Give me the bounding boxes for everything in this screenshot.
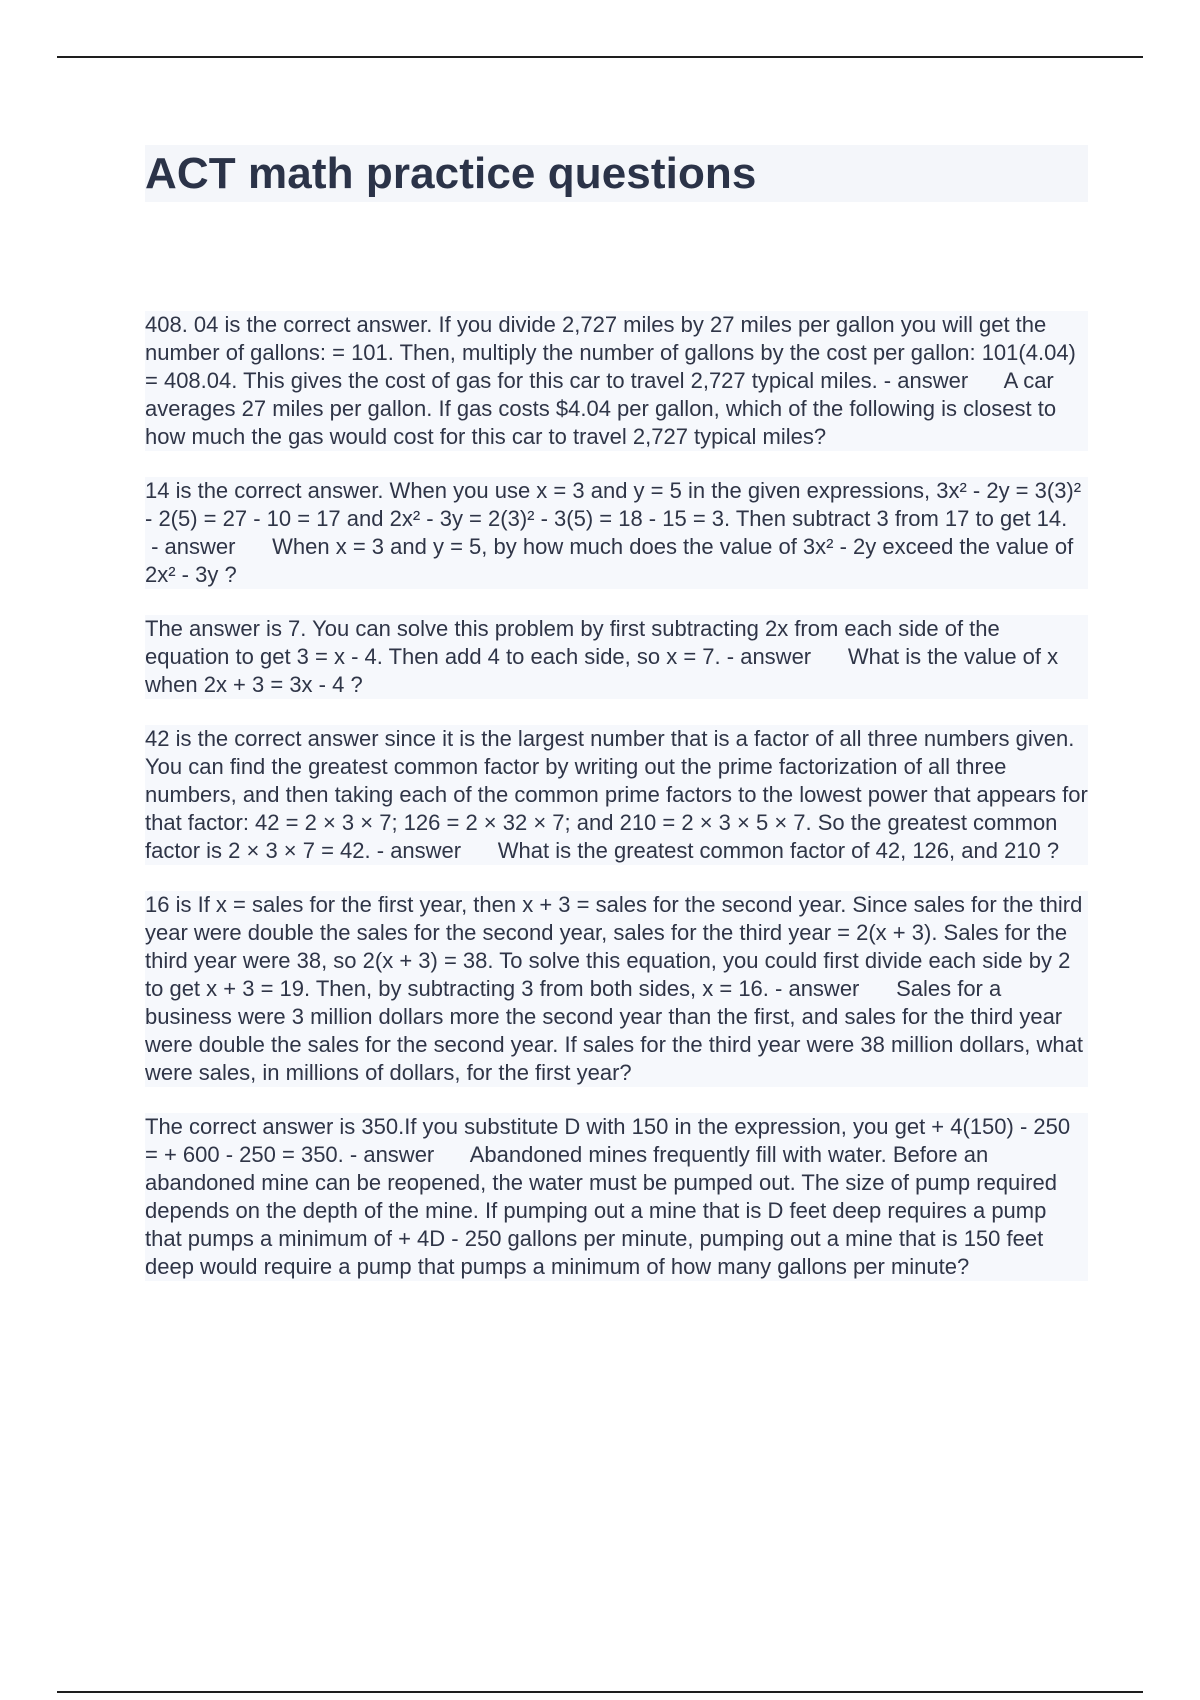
question-text: A car averages 27 miles per gallon. If gas costs $4.04 per gallon, which of the following is closest to how much the gas would cost for this car to travel 2,727 typical miles?: [145, 368, 1057, 449]
answer-text: The correct answer is 350.If you substitute D with 150 in the expression, you get + 4(150) - 250 = + 600 - 250 = 350.: [145, 1114, 1071, 1167]
answer-separator: - answer: [877, 368, 1004, 393]
qa-item-2: [145, 477, 1088, 589]
qa-item-6: [145, 1113, 1088, 1281]
answer-separator: - answer: [343, 1142, 470, 1167]
question-text: When x = 3 and y = 5, by how much does the value of 3x² - 2y exceed the value of 2x² - 3y ?: [145, 534, 1074, 587]
answer-separator: - answer: [768, 976, 897, 1001]
answer-separator: - answer: [720, 644, 848, 669]
question-text: What is the value of x when 2x + 3 = 3x - 4 ?: [145, 644, 1059, 697]
qa-item-5: [145, 891, 1088, 1087]
answer-text: The answer is 7. You can solve this problem by first subtracting 2x from each side of the equation to get 3 = x - 4. Then add 4 to each side, so x = 7.: [145, 616, 1000, 669]
qa-item-3: [145, 615, 1088, 699]
question-text: Sales for a business were 3 million dollars more the second year than the first, and sales for the third year were double the sales for the second year. If sales for the third year were 38 million dollars, what were sales, in millions of dollars, for the first year?: [145, 976, 1083, 1085]
page-title: ACT math practice questions: [145, 149, 757, 198]
qa-list: [145, 311, 1088, 1307]
answer-separator: - answer: [145, 534, 273, 559]
question-text: What is the greatest common factor of 42, 126, and 210 ?: [497, 838, 1060, 863]
top-rule: [57, 56, 1143, 58]
qa-item-1: [145, 311, 1088, 451]
answer-text: 16 is If x = sales for the first year, then x + 3 = sales for the second year. Since sales for the third year were double the sales for the second year, sales for the third year = 2(x + 3). Sales for the third year were 38, so 2(x + 3) = 38. To solve this equation, you could first divide each side by 2 to get x + 3 = 19. Then, by subtracting 3 from both sides, x = 16.: [145, 892, 1083, 1001]
answer-text: 42 is the correct answer since it is the largest number that is a factor of all three numbers given. You can find the greatest common factor by writing out the prime factorization of all three numbers, and then taking each of the common prime factors to the lowest power that appears for that factor: 42 = 2 × 3 × 7; 126 = 2 × 32 × 7; and 210 = 2 × 3 × 5 × 7. So the greatest common factor is 2 × 3 × 7 = 42.: [145, 726, 1088, 863]
qa-item-4: [145, 725, 1088, 865]
answer-text: 408. 04 is the correct answer. If you divide 2,727 miles by 27 miles per gallon you will get the number of gallons: = 101. Then, multiply the number of gallons by the cost per gallon: 101(4.04) = 408.04. This gives the cost of gas for this car to travel 2,727 typical miles.: [145, 312, 1076, 393]
question-text: Abandoned mines frequently fill with water. Before an abandoned mine can be reopened, the water must be pumped out. The size of pump required depends on the depth of the mine. If pumping out a mine that is D feet deep requires a pump that pumps a minimum of + 4D - 250 gallons per minute, pumping out a mine that is 150 feet deep would require a pump that pumps a minimum of how many gallons per minute?: [145, 1142, 1057, 1279]
bottom-rule: [57, 1691, 1143, 1693]
answer-separator: - answer: [370, 838, 498, 863]
answer-text: 14 is the correct answer. When you use x = 3 and y = 5 in the given expressions, 3x² - 2y = 3(3)² - 2(5) = 27 - 10 = 17 and 2x² - 3y = 2(3)² - 3(5) = 18 - 15 = 3. Then subtract 3 from 17 to get 14.: [145, 478, 1082, 531]
